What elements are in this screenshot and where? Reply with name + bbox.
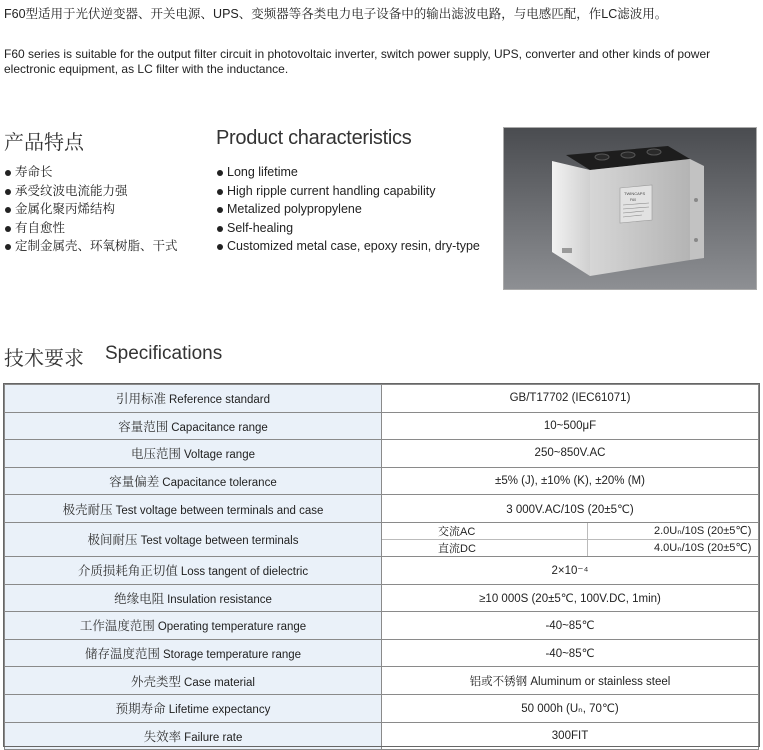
intro-english: F60 series is suitable for the output filter circuit in photovoltaic inverter, switch power supply, UPS, converter and other kinds of power electronic equipment, as LC filter with the inductance. <box>4 47 711 76</box>
spec-value: ≥10 000S (20±5℃, 100V.DC, 1min) <box>479 592 661 605</box>
table-row <box>5 495 759 523</box>
sub-label: 直流DC <box>382 539 588 556</box>
spec-label-cn: 绝缘电阻 <box>114 591 165 606</box>
feature-item-en: Long lifetime <box>216 163 480 182</box>
spec-label-cn: 电压范围 <box>131 447 182 462</box>
spec-value: ±5% (J), ±10% (K), ±20% (M) <box>495 475 645 488</box>
spec-label-cn: 外壳类型 <box>131 674 182 689</box>
spec-label-en: Insulation resistance <box>167 593 272 606</box>
table-row <box>5 612 759 640</box>
spec-value: 50 000h (Uₙ, 70℃) <box>521 703 619 716</box>
spec-label-en: Case material <box>184 676 255 689</box>
table-row <box>5 694 759 722</box>
test-voltage-subtable <box>382 523 758 556</box>
spec-value: -40~85℃ <box>545 648 595 661</box>
table-row <box>5 639 759 667</box>
spec-value: 300FIT <box>551 729 589 742</box>
table-row <box>5 556 759 584</box>
spec-label-en: Capacitance range <box>171 421 268 434</box>
spec-label-en: Test voltage between terminals and case <box>115 504 324 517</box>
spec-value: 250~850V.AC <box>534 447 606 460</box>
spec-value: 10~500μF <box>543 419 597 432</box>
table-row <box>5 584 759 612</box>
feature-item-en: High ripple current handling capability <box>216 182 480 201</box>
spec-label-en: Operating temperature range <box>157 621 307 634</box>
subtable-row <box>382 523 758 540</box>
capacitor-illustration <box>504 128 757 290</box>
features-title-en: Product characteristics <box>216 127 412 149</box>
spec-value: -40~85℃ <box>545 620 595 633</box>
features-list-cn <box>4 163 178 256</box>
spec-label-en: Test voltage between terminals <box>140 535 299 548</box>
spec-label-en: Storage temperature range <box>162 649 302 662</box>
spec-label-cn: 极间耐压 <box>87 533 138 548</box>
table-row <box>5 722 759 750</box>
specifications-table <box>4 384 759 750</box>
sub-value: 2.0Uₙ/10S (20±5℃) <box>588 523 759 540</box>
feature-item-cn: 有自愈性 <box>4 219 178 238</box>
feature-item-en: Metalized polypropylene <box>216 200 480 219</box>
feature-item-cn: 承受纹波电流能力强 <box>4 182 178 201</box>
table-row <box>5 440 759 468</box>
feature-item-cn: 金属化聚丙烯结构 <box>4 200 178 219</box>
spec-label-en: Reference standard <box>169 394 271 407</box>
feature-item-cn: 寿命长 <box>4 163 178 182</box>
intro-chinese: F60型适用于光伏逆变器、开关电源、UPS、变频器等各类电力电子设备中的输出滤波电路，与电感匹配，作LC滤波用。 <box>4 7 668 21</box>
spec-label-cn: 引用标准 <box>115 392 166 407</box>
plate-brand: TWINCAPS <box>624 191 646 196</box>
spec-label-en: Lifetime expectancy <box>168 704 271 717</box>
spec-label-cn: 介质损耗角正切值 <box>77 564 178 579</box>
table-row <box>5 412 759 440</box>
spec-value: GB/T17702 (IEC61071) <box>509 392 631 405</box>
capacitor-product-photo <box>503 127 757 290</box>
spec-value: 3 000V.AC/10S (20±5℃) <box>506 503 634 516</box>
feature-item-en: Self-healing <box>216 219 480 238</box>
table-row <box>5 522 759 556</box>
spec-label-cn: 容量偏差 <box>109 475 160 490</box>
table-row <box>5 467 759 495</box>
spec-label-en: Capacitance tolerance <box>162 477 277 490</box>
table-row <box>5 667 759 695</box>
sub-label: 交流AC <box>382 523 588 540</box>
feature-item-cn: 定制金属壳、环氧树脂、干式 <box>4 237 178 256</box>
features-title-cn: 产品特点 <box>4 130 84 154</box>
table-row <box>5 385 759 413</box>
spec-label-cn: 极壳耐压 <box>62 502 113 517</box>
sub-value: 4.0Uₙ/10S (20±5℃) <box>654 542 752 555</box>
spec-label-cn: 储存温度范围 <box>84 647 160 662</box>
spec-label-cn: 预期寿命 <box>115 702 166 717</box>
spec-label-cn: 容量范围 <box>118 419 169 434</box>
subtable-row <box>382 539 758 556</box>
spec-value: 2×10⁻⁴ <box>551 565 589 578</box>
spec-label-cn: 工作温度范围 <box>79 619 155 634</box>
feature-item-en: Customized metal case, epoxy resin, dry-type <box>216 237 480 256</box>
specs-title-en: Specifications <box>105 343 223 364</box>
spec-value: 铝或不锈钢 Aluminum or stainless steel <box>469 675 671 688</box>
spec-label-en: Voltage range <box>184 449 255 462</box>
features-list-en <box>216 163 480 256</box>
spec-label-en: Failure rate <box>184 731 243 744</box>
spec-label-en: Loss tangent of dielectric <box>180 566 309 579</box>
specs-title-cn: 技术要求 <box>4 348 84 370</box>
spec-label-cn: 失效率 <box>143 729 182 744</box>
plate-model: F60 <box>630 198 637 202</box>
